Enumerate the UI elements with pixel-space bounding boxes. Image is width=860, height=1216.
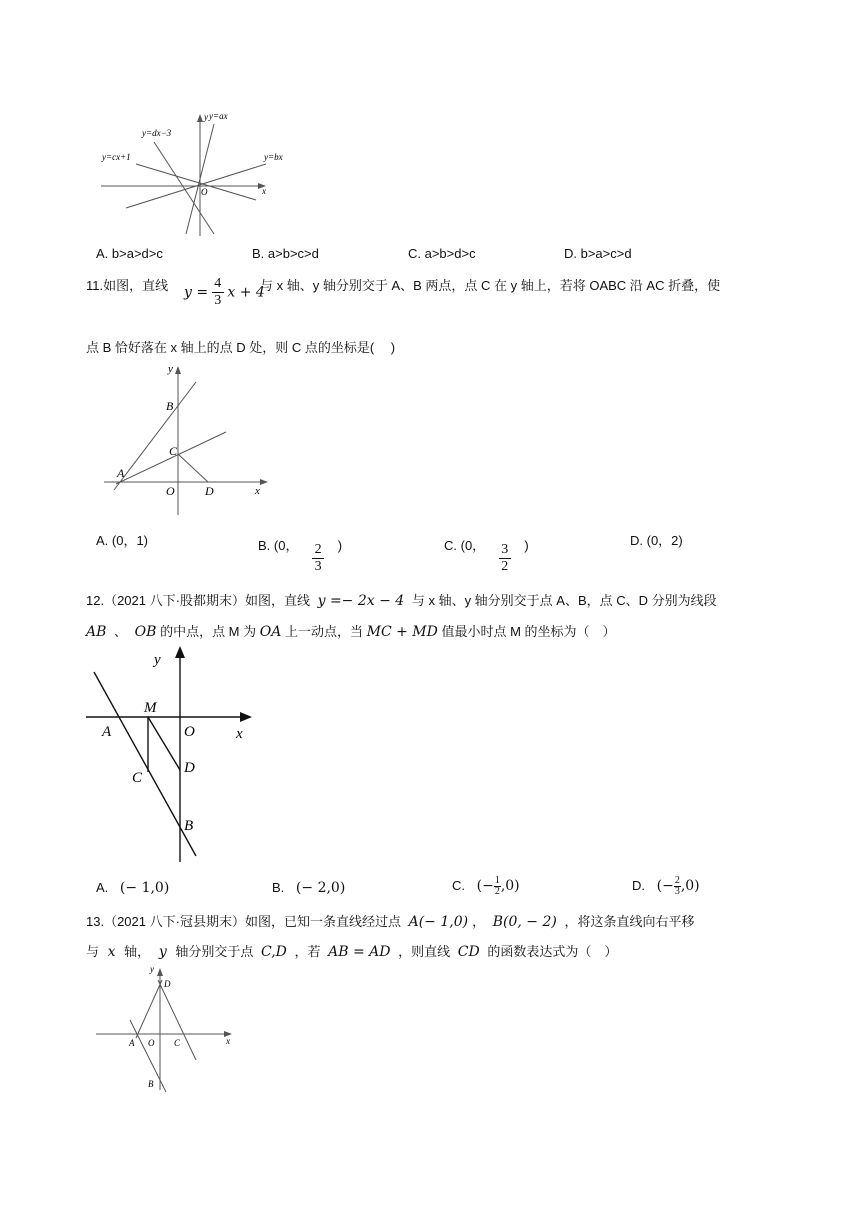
q11-option-b[interactable]: B. (0， $\frac{2}{3}$ ) [258,537,343,574]
q11-label-c: C [169,444,178,458]
q11-label-b: B [166,399,174,413]
q13-label-d: D [164,979,171,989]
q11-line-ab [114,382,196,490]
q13-text-line1: 13.（2021 八下·冠县期末）如图，已知一条直线经过点 A(− 1,0) ， B(0, − 2) ，将这条直线向右平移 [86,914,695,930]
q10-label-x: x [262,186,266,196]
q11-text-line1: 11.如图，直线 [86,278,169,293]
q13-label-o: O [148,1038,155,1048]
q12-option-c[interactable]: C. (− $\frac{1}{2}$ ,0) [452,875,520,897]
q13-label-x: x [226,1036,230,1046]
q11-equation: y = $\frac{4}{3}$ x + 4 [184,276,265,308]
q11-line-ac [116,432,226,484]
q12-segment-md [148,717,180,770]
q12-label-x: x [236,726,243,742]
q13-label-c: C [174,1038,181,1048]
q10-label-y: y [204,112,208,122]
q11-label-y: y [168,363,173,375]
q10-label-d: y=dx−3 [142,128,172,138]
q13-label-y: y [150,964,154,974]
q10-option-c[interactable]: C. a>b>d>c [408,246,476,261]
q10-label-yax: y=ax [209,111,228,121]
q13-label-a: A [129,1038,135,1048]
q11-figure [100,360,275,523]
q11-text-after: 与 x 轴、y 轴分别交于 A、B 两点，点 C 在 y 轴上，若将 OABC 沿 AC 折叠，使 [260,278,721,293]
q11-label-a: A [117,466,125,480]
q11-label-o: O [166,484,175,498]
q13-label-b: B [148,1079,154,1089]
q10-option-b[interactable]: B. a>b>c>d [252,246,319,261]
q12-label-c: C [132,770,143,786]
q10-option-d[interactable]: D. b>a>c>d [564,246,632,261]
q10-figure [96,106,296,244]
q11-number: 11. [86,278,104,293]
q12-label-o: O [184,724,195,740]
q12-label-m: M [144,700,157,716]
q13-text-line2: 与 x 轴， y 轴分别交于点 C,D ，若 AB = AD ，则直线 CD 的函数表达式为（ ） [86,944,618,960]
q11-option-a[interactable]: A. (0，1) [96,533,149,548]
q10-label-o: O [201,187,208,197]
q12-label-a: A [102,724,112,740]
q12-label-d: D [184,760,195,776]
q11-label-d: D [205,484,214,498]
q12-option-a[interactable]: A. (− 1,0) [96,880,170,896]
q12-option-d[interactable]: D. (− $\frac{2}{3}$ ,0) [632,875,700,897]
q11-option-c[interactable]: C. (0， $\frac{3}{2}$ ) [444,537,529,574]
q13-line-ad [136,980,162,1038]
q13-figure [92,962,242,1100]
q10-label-c: y=cx+1 [102,152,131,162]
q11-label-x: x [255,485,260,497]
q12-label-b: B [184,818,194,834]
q12-text-line1: 12.（2021 八下·股都期末）如图，直线 y =− 2x − 4 与 x 轴、y 轴分别交于点 A、B，点 C、D 分别为线段 [86,593,717,609]
q10-label-b: y=bx [264,152,283,162]
q11-text-line2: 点 B 恰好落在 x 轴上的点 D 处，则 C 点的坐标是( ) [86,340,396,355]
q12-text-line2: AB 、 OB 的中点，点 M 为 OA 上一动点，当 MC + MD 值最小时点 M 的坐标为（ ） [86,624,616,640]
q11-line-cd [178,454,208,482]
q10-option-a[interactable]: A. b>a>d>c [96,246,163,261]
q12-figure [82,642,262,870]
q13-line-cd [158,980,196,1060]
q12-label-y: y [154,652,161,668]
q12-option-b[interactable]: B. (− 2,0) [272,880,346,896]
q11-option-d[interactable]: D. (0，2) [630,533,683,548]
